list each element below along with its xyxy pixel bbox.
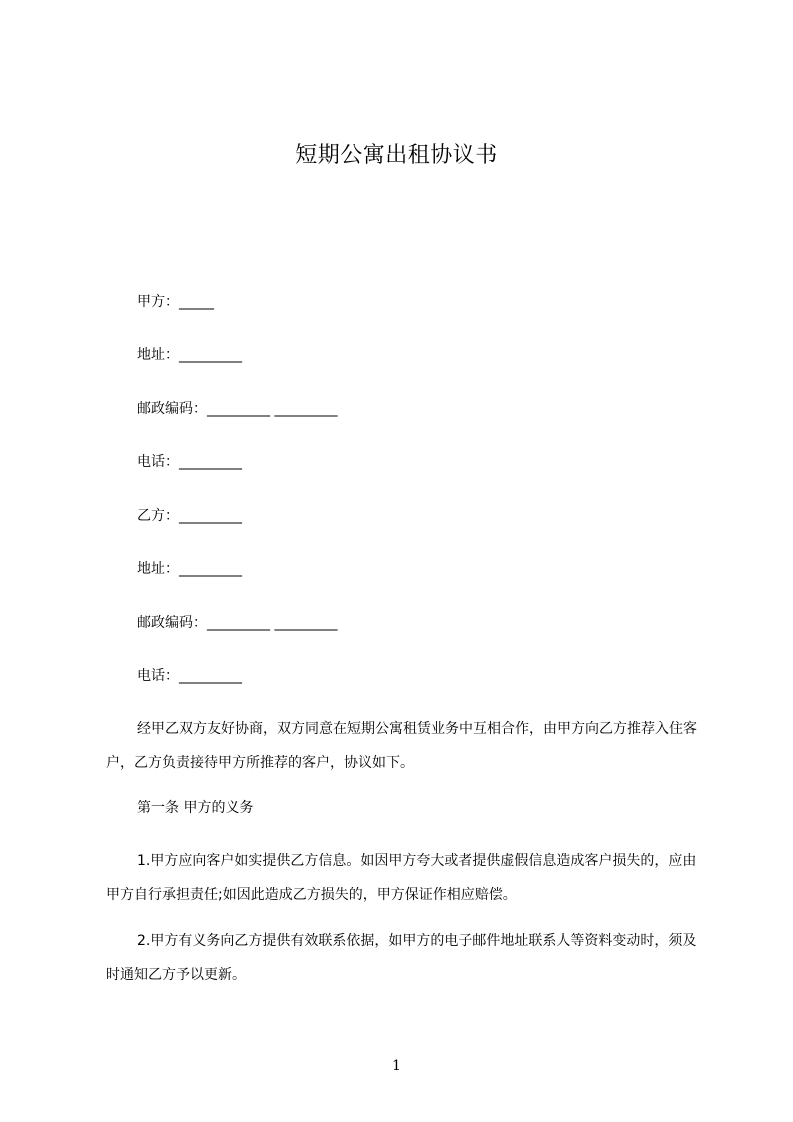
- document-title: 短期公寓出租协议书: [295, 143, 498, 168]
- article-1-heading: 第一条 甲方的义务: [137, 800, 254, 816]
- party-b-address-field: 地址：_________: [137, 561, 242, 577]
- party-a-name-field: 甲方：_____: [137, 294, 214, 310]
- intro-paragraph: 经甲乙双方友好协商，双方同意在短期公寓租赁业务中互相合作，由甲方向乙方推荐入住客户，乙方负责接待甲方所推荐的客户，协议如下。: [106, 721, 697, 771]
- party-b-postcode-field: 邮政编码：_________ _________: [137, 615, 338, 631]
- party-b-name-field: 乙方：_________: [137, 508, 242, 524]
- clause-1-paragraph: 1.甲方应向客户如实提供乙方信息。如因甲方夸大或者提供虚假信息造成客户损失的，应由甲方自行承担责任;如因此造成乙方损失的，甲方保证作相应赔偿。: [106, 853, 697, 903]
- party-b-phone-field: 电话：_________: [137, 668, 242, 684]
- clause-2-paragraph: 2.甲方有义务向乙方提供有效联系依据，如甲方的电子邮件地址联系人等资料变动时，须及时通知乙方予以更新。: [106, 933, 697, 983]
- page-number: 1: [392, 1058, 401, 1074]
- party-a-postcode-field: 邮政编码：_________ _________: [137, 401, 338, 417]
- party-a-phone-field: 电话：_________: [137, 454, 242, 470]
- party-a-address-field: 地址：_________: [137, 347, 242, 363]
